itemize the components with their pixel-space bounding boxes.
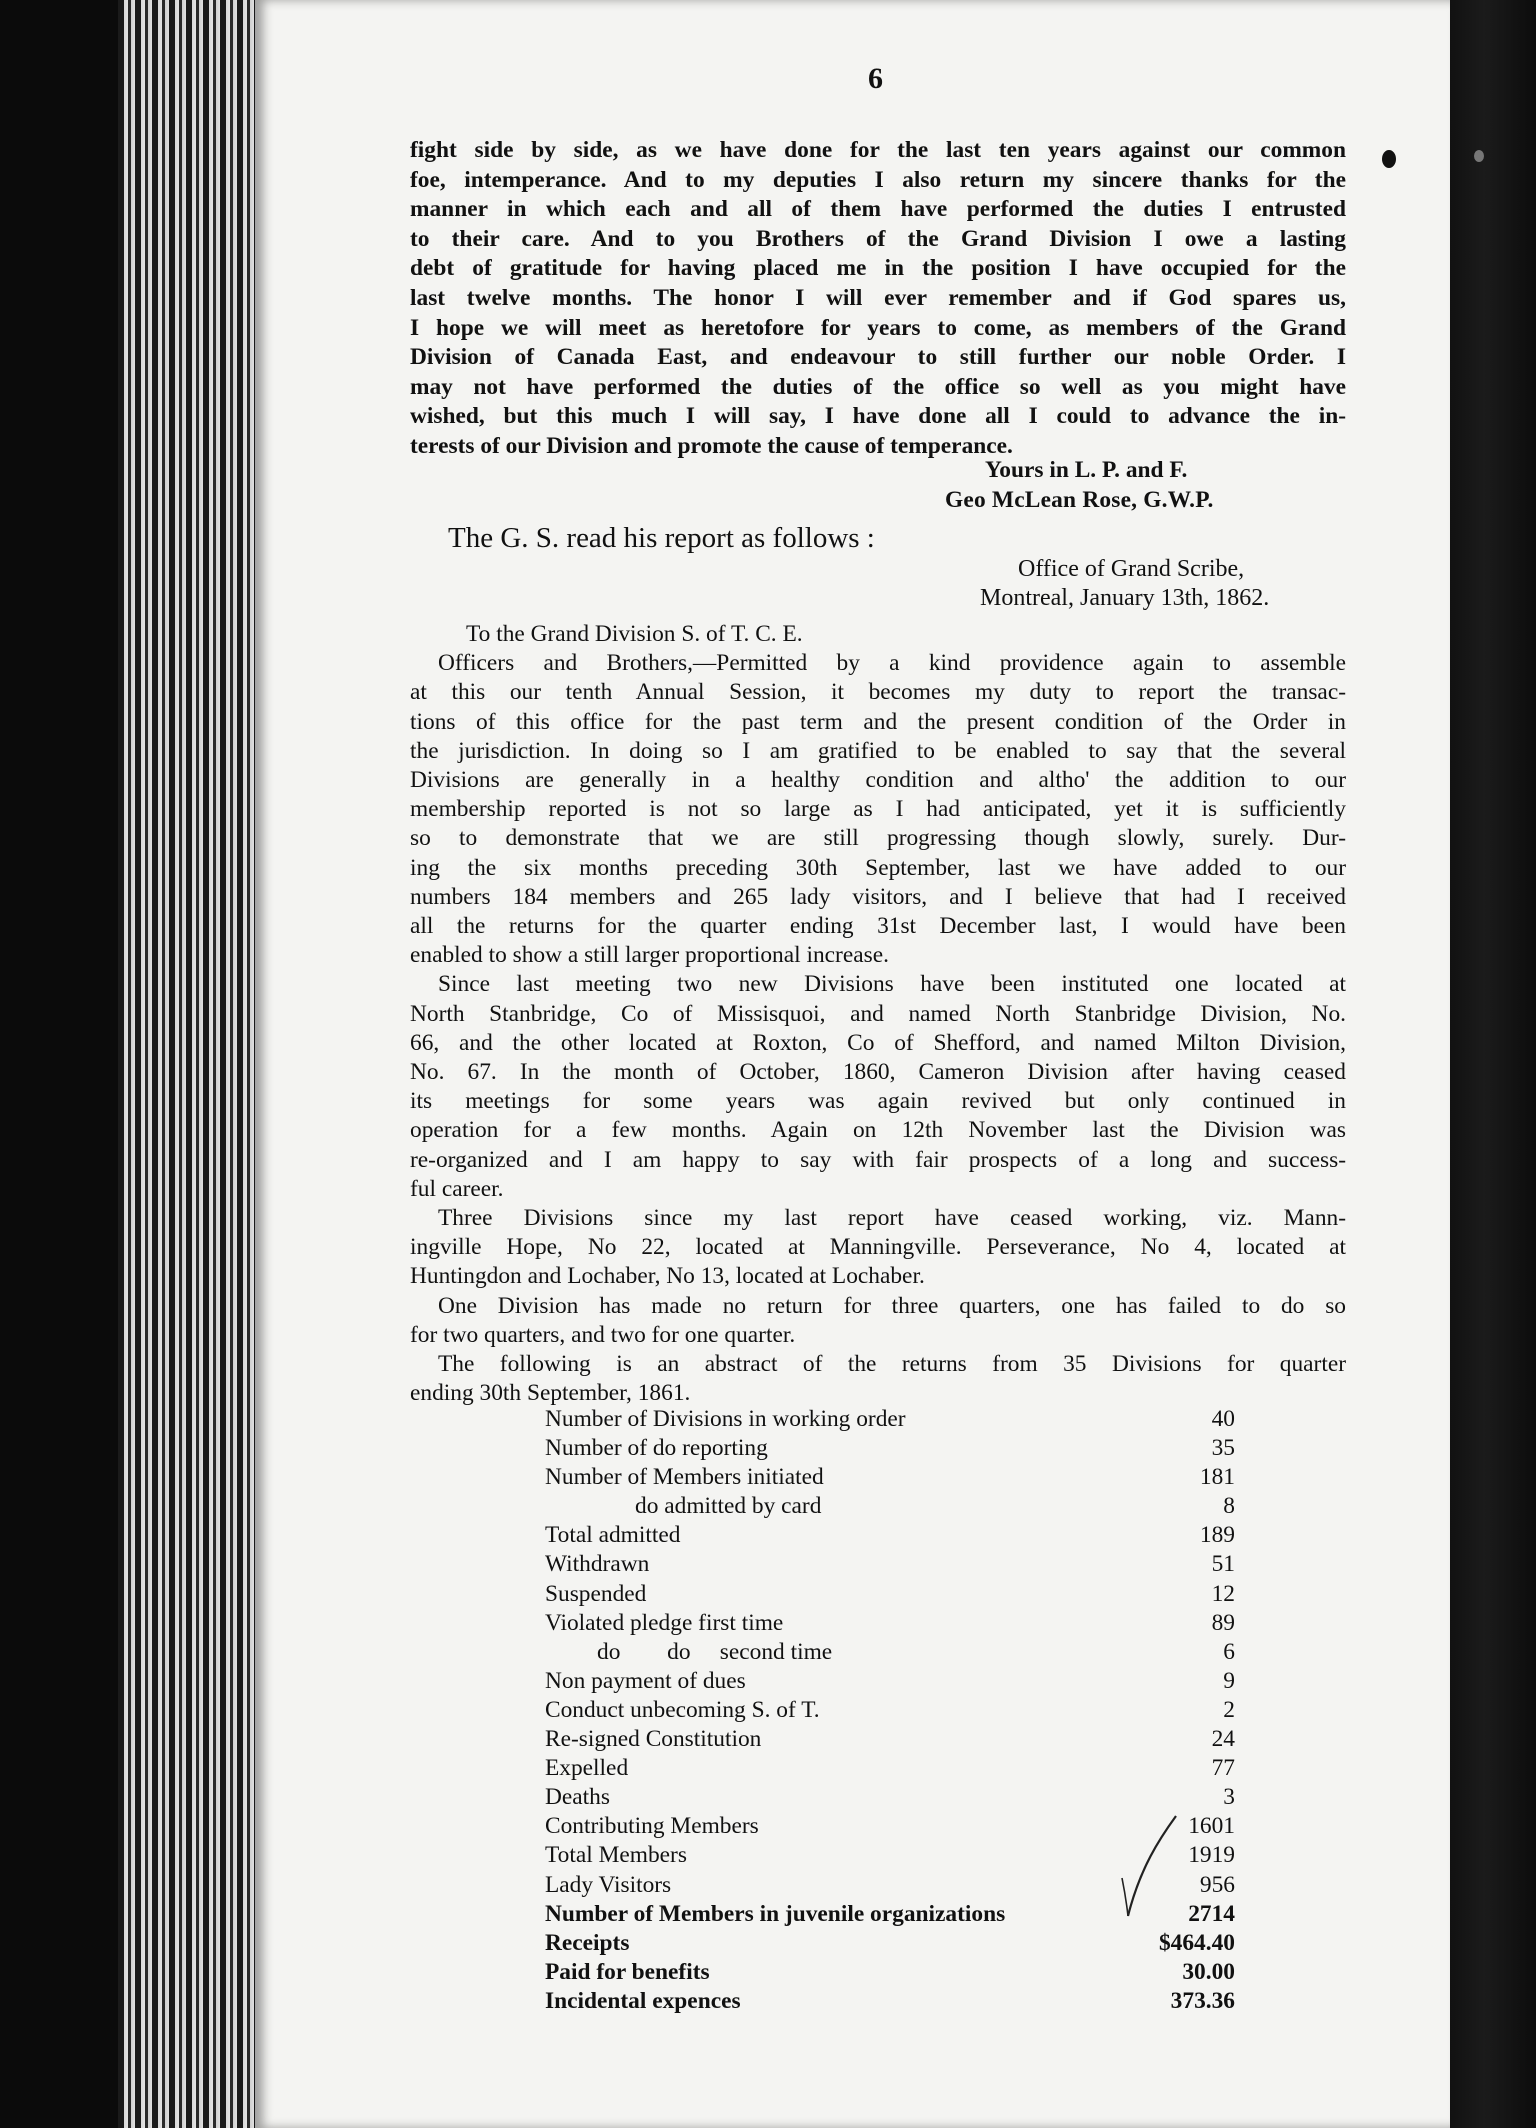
text-line: ful career. [410, 1175, 504, 1202]
text-line: the jurisdiction. In doing so I am gratified to be enabled to say that the several [410, 737, 1346, 764]
row-label: do admitted by card [635, 1493, 822, 1520]
table-row [545, 1725, 1235, 1754]
row-label: Incidental expences [545, 1987, 741, 2014]
text-line: to their care. And to you Brothers of the Grand Division I owe a lasting [410, 225, 1346, 252]
row-label: Paid for benefits [545, 1958, 710, 1985]
row-value: 3 [1223, 1784, 1235, 1811]
row-value: 373.36 [1170, 1987, 1235, 2014]
row-value: 181 [1199, 1464, 1235, 1491]
ink-blot [1382, 150, 1396, 168]
table-row [545, 1987, 1235, 2016]
table-row [545, 1521, 1235, 1550]
row-label: Contributing Members [545, 1813, 759, 1840]
row-label: Violated pledge first time [545, 1609, 784, 1636]
row-label: Re-signed Constitution [545, 1726, 762, 1753]
row-value: 40 [1211, 1406, 1235, 1432]
row-label: Non payment of dues [545, 1667, 746, 1694]
text-line: I hope we will meet as heretofore for years to come, as members of the Grand [410, 314, 1346, 341]
text-line: debt of gratitude for having placed me in the position I have occupied for the [410, 255, 1346, 282]
row-label: Deaths [545, 1784, 610, 1811]
text-line: 66, and the other located at Roxton, Co of Shefford, and named Milton Division, [410, 1029, 1346, 1056]
section-heading: The G. S. read his report as follows : [448, 522, 875, 554]
text-line: last twelve months. The honor I will ever remember and if God spares us, [410, 284, 1346, 311]
text-line: may not have performed the duties of the office so well as you might have [410, 373, 1346, 400]
book-page-edges [118, 0, 258, 2128]
row-value: 51 [1211, 1551, 1235, 1578]
text-line: Since last meeting two new Divisions have been instituted one located at [438, 971, 1346, 998]
row-value: 189 [1199, 1522, 1235, 1549]
text-line: ing the six months preceding 30th September, last we have added to our [410, 854, 1346, 881]
pencil-check-mark [1120, 1808, 1180, 1928]
table-row [545, 1405, 1235, 1434]
row-value: 1919 [1188, 1842, 1235, 1869]
text-line: at this our tenth Annual Session, it becomes my duty to report the transac- [410, 679, 1346, 706]
row-value: 35 [1211, 1435, 1235, 1462]
row-value: 9 [1223, 1667, 1235, 1694]
table-row [545, 1929, 1235, 1958]
row-value: 12 [1211, 1580, 1235, 1607]
row-label: Total admitted [545, 1522, 681, 1549]
text-line: enabled to show a still larger proportional increase. [410, 942, 889, 969]
text-line: membership reported is not so large as I had anticipated, yet it is sufficiently [410, 796, 1346, 823]
table-row [545, 1580, 1235, 1609]
row-label: Total Members [545, 1842, 687, 1869]
text-line: To the Grand Division S. of T. C. E. [466, 621, 803, 647]
text-line: wished, but this much I will say, I have done all I could to advance the in- [410, 403, 1346, 430]
text-line: ending 30th September, 1861. [410, 1380, 691, 1407]
text-line: ingville Hope, No 22, located at Manningville. Perseverance, No 4, located at [410, 1234, 1346, 1261]
row-label: Number of Members initiated [545, 1464, 824, 1491]
table-row [545, 1434, 1235, 1463]
row-value: 24 [1211, 1726, 1235, 1753]
text-line: for two quarters, and two for one quarter. [410, 1321, 796, 1348]
text-line: Officers and Brothers,—Permitted by a kind providence again to assemble [438, 650, 1346, 677]
table-row [545, 1609, 1235, 1638]
closing-paragraph [410, 136, 1346, 462]
table-row [545, 1463, 1235, 1492]
text-line: terests of our Division and promote the cause of temperance. [410, 432, 1013, 459]
row-label: Number of do reporting [545, 1435, 768, 1462]
text-line: Three Divisions since my last report have ceased working, viz. Mann- [438, 1205, 1346, 1232]
text-line: re-organized and I am happy to say with fair prospects of a long and success- [410, 1146, 1346, 1173]
text-line: fight side by side, as we have done for the last ten years against our common [410, 137, 1346, 163]
table-row [545, 1696, 1235, 1725]
row-label: Receipts [545, 1929, 630, 1956]
row-value: 30.00 [1182, 1958, 1235, 1985]
text-line: foe, intemperance. And to my deputies I also return my sincere thanks for the [410, 166, 1346, 193]
row-value: 2 [1223, 1696, 1235, 1723]
signature-closing: Yours in L. P. and F. [985, 457, 1188, 483]
row-value: 1601 [1188, 1813, 1235, 1840]
table-row [545, 1754, 1235, 1783]
text-line: tions of this office for the past term and the present condition of the Order in [410, 708, 1346, 735]
text-line: North Stanbridge, Co of Missisquoi, and named North Stanbridge Division, No. [410, 1000, 1346, 1027]
office-heading: Office of Grand Scribe, [1018, 556, 1245, 582]
text-line: No. 67. In the month of October, 1860, Cameron Division after having ceased [410, 1059, 1346, 1086]
row-label: Expelled [545, 1755, 629, 1782]
row-value: 2714 [1188, 1900, 1235, 1927]
row-label: Lady Visitors [545, 1871, 672, 1898]
text-line: Divisions are generally in a healthy condition and altho' the addition to our [410, 767, 1346, 794]
table-row [545, 1550, 1235, 1579]
text-line: Division of Canada East, and endeavour to still further our noble Order. I [410, 344, 1346, 371]
text-line: The following is an abstract of the returns from 35 Divisions for quarter [438, 1351, 1346, 1378]
row-label: Withdrawn [545, 1551, 650, 1578]
text-line: manner in which each and all of them have performed the duties I entrusted [410, 196, 1346, 223]
text-line: so to demonstrate that we are still progressing though slowly, surely. Dur- [410, 825, 1346, 852]
signature-name: Geo McLean Rose, G.W.P. [945, 487, 1214, 513]
row-value: 8 [1223, 1493, 1235, 1520]
row-value: 89 [1211, 1609, 1235, 1636]
table-row [545, 1492, 1235, 1521]
row-label: Conduct unbecoming S. of T. [545, 1696, 820, 1723]
text-line: numbers 184 members and 265 lady visitors, and I believe that had I received [410, 883, 1346, 910]
row-label: do do second time [597, 1638, 833, 1665]
text-line: One Division has made no return for three quarters, one has failed to do so [438, 1292, 1346, 1319]
page-number: 6 [868, 62, 883, 95]
row-label: Number of Divisions in working order [545, 1406, 906, 1432]
right-margin-shadow [1450, 0, 1536, 2128]
row-value: $464.40 [1158, 1929, 1235, 1956]
row-value: 6 [1223, 1638, 1235, 1665]
table-row [545, 1638, 1235, 1667]
row-label: Suspended [545, 1580, 647, 1607]
ink-blot [1474, 150, 1484, 162]
text-line: operation for a few months. Again on 12th November last the Division was [410, 1117, 1346, 1144]
text-line: its meetings for some years was again revived but only continued in [410, 1088, 1346, 1115]
table-row [545, 1667, 1235, 1696]
table-row [545, 1958, 1235, 1987]
text-line: all the returns for the quarter ending 31st December last, I would have been [410, 913, 1346, 940]
row-value: 77 [1211, 1755, 1235, 1782]
grand-scribe-report [410, 620, 1346, 1408]
text-line: Huntingdon and Lochaber, No 13, located at Lochaber. [410, 1263, 925, 1290]
row-label: Number of Members in juvenile organizations [545, 1900, 1006, 1927]
office-date: Montreal, January 13th, 1862. [980, 585, 1270, 611]
row-value: 956 [1199, 1871, 1235, 1898]
